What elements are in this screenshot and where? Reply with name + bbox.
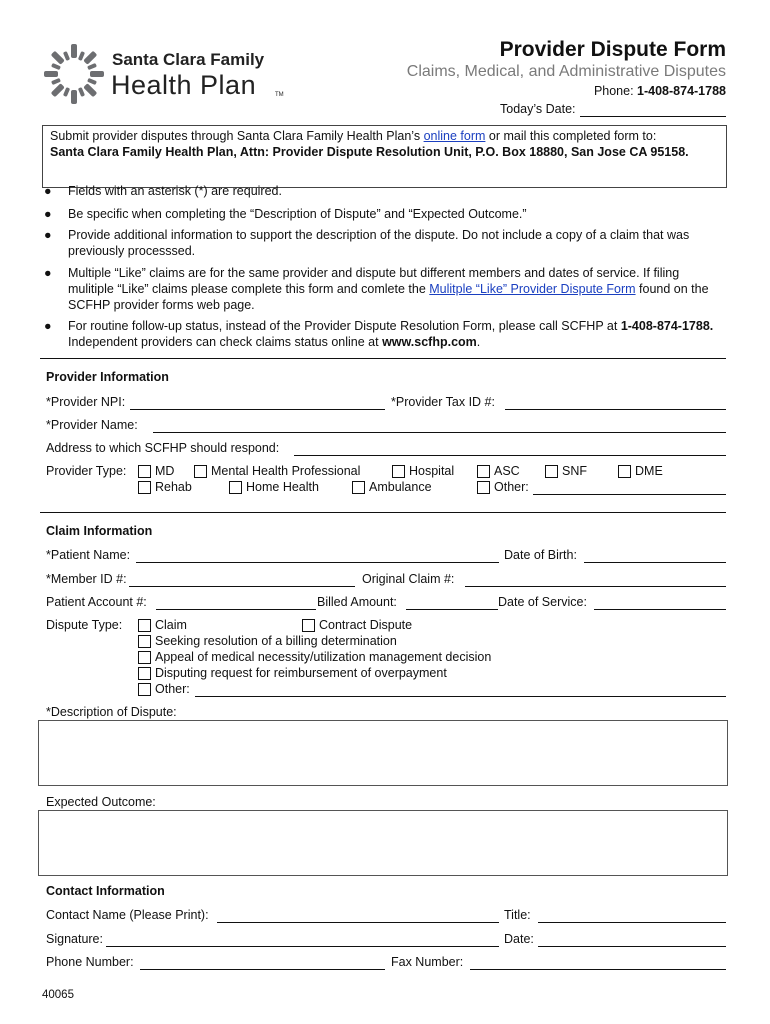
reimbursement-label: Disputing request for reimbursement of overpayment <box>155 666 447 680</box>
patient-name-label: *Patient Name: <box>46 548 131 562</box>
provider-address-label: Address to which SCFHP should respond: <box>46 441 280 455</box>
todays-date-label: Today’s Date: <box>500 102 576 116</box>
date-of-service-label: Date of Service: <box>498 595 587 609</box>
member-id-label: *Member ID #: <box>46 572 127 586</box>
billing-determination-checkbox[interactable] <box>138 635 151 648</box>
rehab-checkbox[interactable] <box>138 481 151 494</box>
intro-text-before: Submit provider disputes through Santa Clara Family Health Plan’s <box>50 129 424 143</box>
member-id-field[interactable] <box>129 586 355 587</box>
dob-label: Date of Birth: <box>504 548 577 562</box>
other-dispute-field[interactable] <box>195 696 726 697</box>
claim-label: Claim <box>155 618 187 632</box>
contact-date-label: Date: <box>504 932 534 946</box>
phone-number-label: Phone Number: <box>46 955 134 969</box>
hospital-checkbox[interactable] <box>392 465 405 478</box>
contact-name-label: Contact Name (Please Print): <box>46 908 209 922</box>
phone-label: Phone: <box>593 84 638 98</box>
header-phone <box>594 84 726 98</box>
contact-title-label: Title: <box>504 908 531 922</box>
other-provider-field[interactable] <box>533 494 726 495</box>
logo-line1: Santa Clara Family <box>112 50 265 69</box>
original-claim-field[interactable] <box>465 586 726 587</box>
phone-value: 1-408-874-1788 <box>637 84 726 98</box>
snf-checkbox[interactable] <box>545 465 558 478</box>
patient-account-field[interactable] <box>156 609 316 610</box>
logo-tm: TM <box>275 92 284 98</box>
reimbursement-checkbox[interactable] <box>138 667 151 680</box>
dme-checkbox[interactable] <box>618 465 631 478</box>
contact-date-field[interactable] <box>538 946 726 947</box>
claim-section-heading: Claim Information <box>46 524 153 538</box>
claim-checkbox[interactable] <box>138 619 151 632</box>
provider-name-field[interactable] <box>153 432 726 433</box>
bullet-icon: ● <box>44 266 52 280</box>
bullet-follow-up: ● For routine follow-up status, instead of the Provider Dispute Resolution Form, please call SCFHP at 1-408-874-1788. Independent providers can check claims status online at www.scfhp.com. <box>44 319 714 349</box>
contact-title-field[interactable] <box>538 922 726 923</box>
scfhp-url[interactable]: www.scfhp.com <box>382 335 477 349</box>
multiple-like-form-link[interactable]: Mulitple “Like” Provider Dispute Form <box>429 282 636 296</box>
billed-amount-field[interactable] <box>406 609 498 610</box>
logo-mark-icon <box>42 42 106 106</box>
bullet-multiple-like: ● Multiple “Like” claims are for the same provider and dispute but different members and dates of service. If filing mulitiple “Like” claims please complete this form and comlete the Mulitple “Like” Provider Dispute Form found on the SCFHP provider forms web page. <box>44 266 709 312</box>
phone-number-field[interactable] <box>140 969 385 970</box>
description-label: *Description of Dispute: <box>46 705 177 719</box>
todays-date-field[interactable] <box>580 116 726 117</box>
provider-npi-label: *Provider NPI: <box>46 395 126 409</box>
provider-tax-id-label: *Provider Tax ID #: <box>391 395 495 409</box>
bullet-specific: ● Be specific when completing the “Description of Dispute” and “Expected Outcome.” <box>44 207 527 221</box>
asc-label: ASC <box>494 464 520 478</box>
expected-outcome-label: Expected Outcome: <box>46 795 156 809</box>
bullet-icon: ● <box>44 319 52 333</box>
contract-dispute-label: Contract Dispute <box>319 618 413 632</box>
divider <box>40 358 726 359</box>
ambulance-label: Ambulance <box>369 480 432 494</box>
fax-number-label: Fax Number: <box>391 955 464 969</box>
provider-type-label: Provider Type: <box>46 464 127 478</box>
contact-section-heading: Contact Information <box>46 884 165 898</box>
home-health-checkbox[interactable] <box>229 481 242 494</box>
provider-address-field[interactable] <box>294 455 726 456</box>
provider-npi-field[interactable] <box>130 409 385 410</box>
snf-label: SNF <box>562 464 587 478</box>
divider <box>40 512 726 513</box>
patient-account-label: Patient Account #: <box>46 595 147 609</box>
md-checkbox[interactable] <box>138 465 151 478</box>
mailing-address: Santa Clara Family Health Plan, Attn: Provider Dispute Resolution Unit, P.O. Box 18880, San Jose CA 95158. <box>50 145 689 159</box>
other-dispute-label: Other: <box>155 682 190 696</box>
mental-health-label: Mental Health Professional <box>211 464 361 478</box>
logo <box>42 42 302 106</box>
contact-name-field[interactable] <box>217 922 499 923</box>
dob-field[interactable] <box>584 562 726 563</box>
original-claim-label: Original Claim #: <box>362 572 455 586</box>
provider-name-label: *Provider Name: <box>46 418 138 432</box>
bullet-icon: ● <box>44 207 52 221</box>
form-number: 40065 <box>42 989 74 1001</box>
dme-label: DME <box>635 464 663 478</box>
medical-necessity-label: Appeal of medical necessity/utilization management decision <box>155 650 492 664</box>
medical-necessity-checkbox[interactable] <box>138 651 151 664</box>
other-provider-label: Other: <box>494 480 529 494</box>
other-dispute-checkbox[interactable] <box>138 683 151 696</box>
provider-tax-id-field[interactable] <box>505 409 726 410</box>
bullet-required: ● Fields with an asterisk (*) are required. <box>44 184 282 198</box>
description-textarea[interactable] <box>38 720 728 786</box>
md-label: MD <box>155 464 175 478</box>
signature-label: Signature: <box>46 932 103 946</box>
logo-line2: Health Plan <box>111 70 257 100</box>
bullet-additional-info: ● Provide additional information to support the description of the dispute. Do not include a copy of a claim that was previously processsed. <box>44 228 690 258</box>
contract-dispute-checkbox[interactable] <box>302 619 315 632</box>
other-provider-checkbox[interactable] <box>477 481 490 494</box>
expected-outcome-textarea[interactable] <box>38 810 728 876</box>
page-title: Provider Dispute Form <box>499 38 726 61</box>
mental-health-checkbox[interactable] <box>194 465 207 478</box>
home-health-label: Home Health <box>246 480 319 494</box>
bullet-icon: ● <box>44 228 52 242</box>
ambulance-checkbox[interactable] <box>352 481 365 494</box>
fax-number-field[interactable] <box>470 969 726 970</box>
intro-text-after: or mail this completed form to: <box>485 129 657 143</box>
asc-checkbox[interactable] <box>477 465 490 478</box>
hospital-label: Hospital <box>409 464 455 478</box>
rehab-label: Rehab <box>155 480 192 494</box>
provider-section-heading: Provider Information <box>46 370 169 384</box>
dispute-type-label: Dispute Type: <box>46 618 123 632</box>
signature-field[interactable] <box>106 946 499 947</box>
online-form-link[interactable]: online form <box>423 129 486 143</box>
billed-amount-label: Billed Amount: <box>317 595 397 609</box>
patient-name-field[interactable] <box>136 562 499 563</box>
date-of-service-field[interactable] <box>594 609 726 610</box>
intro-box <box>42 125 727 188</box>
billing-determination-label: Seeking resolution of a billing determination <box>155 634 397 648</box>
bullet-icon: ● <box>44 184 52 198</box>
page-subtitle: Claims, Medical, and Administrative Disputes <box>406 63 726 80</box>
